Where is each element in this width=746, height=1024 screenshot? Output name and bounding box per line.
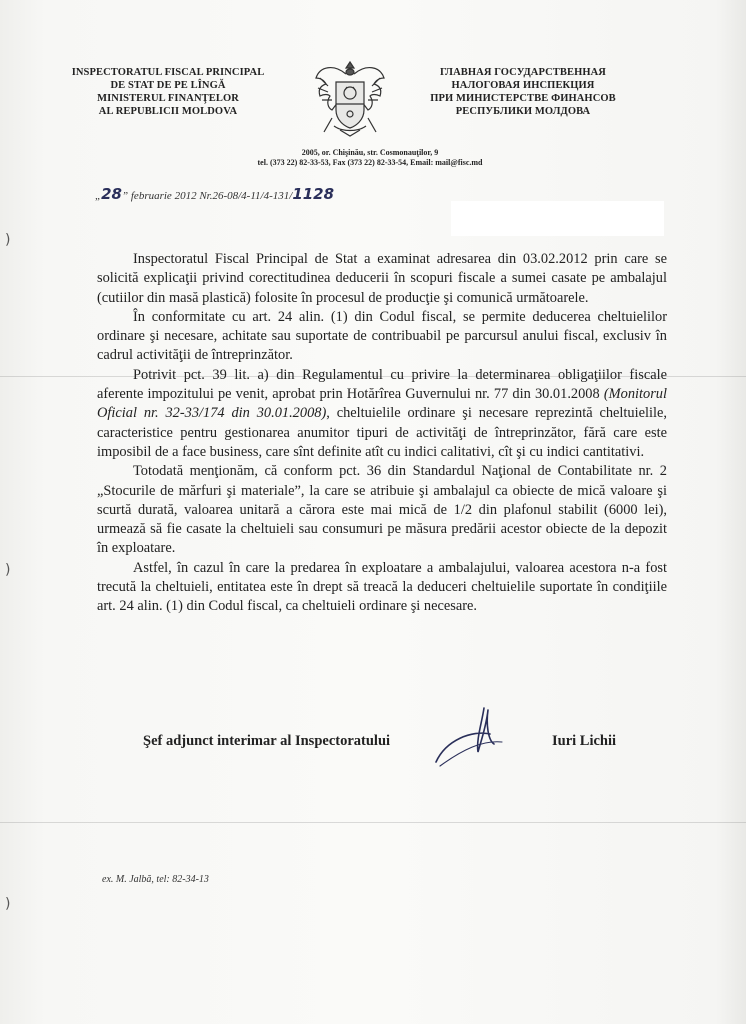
header-line: MINISTERUL FINANŢELOR	[97, 93, 239, 104]
coat-of-arms-icon	[314, 56, 386, 140]
reference-line: „28” februarie 2012 Nr.26-08/4-11/4-131/1128	[95, 185, 335, 203]
redacted-recipient	[451, 201, 664, 236]
paragraph: În conformitate cu art. 24 alin. (1) din Codul fiscal, se permite deducerea cheltuielilor ordinare şi necesare, achitate sau suportate de contribuabil pe parcursul anului fiscal, exclusiv în cadrul activităţii de întreprinzător.	[97, 308, 667, 364]
header-russian	[398, 66, 648, 118]
margin-mark: )	[5, 232, 11, 248]
paragraph: Inspectoratul Fiscal Principal de Stat a examinat adresarea din 03.02.2012 prin care se solicită explicaţii privind corectitudinea deducerii în scopuri fiscale a sumei casate pe ambalajul (cutiilor din masă plastică) folosite în procesul de producţie şi comunică următoarele.	[97, 251, 667, 306]
header-romanian	[48, 66, 288, 118]
header-line: НАЛОГОВАЯ ИНСПЕКЦИЯ	[451, 80, 595, 91]
address-line: 2005, or. Chişinău, str. Cosmonauţilor, 9	[301, 148, 439, 157]
letter-body	[97, 250, 667, 617]
paragraph-text: Potrivit pct. 39 lit. a) din Regulamentul cu privire la determinarea obligaţiilor fiscale aferente impozitului pe venit, aprobat prin Hotărîrea Guvernului nr. 77 din 30.01.2008	[97, 366, 667, 403]
paragraph-citation: (Monitorul Oficial nr. 32-33/174 din 30.01.2008)	[97, 386, 667, 422]
reference-number: 1128	[292, 185, 335, 203]
header-line: INSPECTORATUL FISCAL PRINCIPAL	[71, 67, 265, 78]
reference-text: februarie 2012 Nr.26-08/4-11/4-131/	[130, 190, 293, 202]
signatory-name: Iuri Lichii	[552, 733, 617, 749]
handwritten-signature	[432, 700, 532, 770]
contact-line: tel. (373 22) 82-33-53, Fax (373 22) 82-33-54, Email: mail@fisc.md	[257, 158, 483, 167]
paragraph: Astfel, în cazul în care la predarea în exploatare a ambalajului, valoarea acestora n-a fost trecută la cheltuieli, entitatea este în drept să treacă la deduceri cheltuielile suportate în condiţiile art. 24 alin. (1) din Codul fiscal, ca cheltuieli ordinare şi necesare.	[97, 559, 667, 615]
executor-line: ex. M. Jalbă, tel: 82-34-13	[102, 874, 209, 885]
header-line: ПРИ МИНИСТЕРСТВЕ ФИНАНСОВ	[430, 93, 616, 104]
paragraph: Totodată menţionăm, că conform pct. 36 din Standardul Naţional de Contabilitate nr. 2 „Stocurile de mărfuri şi materiale”, la care se atribuie şi ambalajul ca obiecte de mică valoare şi scurtă durată, valoarea unitară a cărora este mai mică de 1/2 din plafonul stabilit (6000 lei), urmează să fie casate la cheltuieli sau consumuri pe măsura predării acestor obiecte de la depozit în exploatare.	[97, 463, 667, 557]
signatory-title: Şef adjunct interimar al Inspectoratului	[143, 733, 391, 749]
header-line: DE STAT DE PE LÎNGĂ	[110, 80, 226, 91]
margin-mark: )	[5, 896, 11, 912]
paragraph-text: , cheltuielile ordinare şi necesare reprezintă cheltuielile, caracteristice pentru gestionarea anumitor tipuri de activităţi de întreprinzător, fără care este imposibil de a face business, care sînt definite atît cu indici calitativi, cît şi cu indici cantitativi.	[97, 405, 667, 460]
header-line: AL REPUBLICII MOLDOVA	[98, 106, 238, 117]
header-line: РЕСПУБЛИКИ МОЛДОВА	[455, 106, 591, 117]
paragraph	[97, 366, 667, 462]
reference-day: 28	[101, 185, 122, 203]
header-line: ГЛАВНАЯ ГОСУДАРСТВЕННАЯ	[439, 67, 606, 78]
address-block	[170, 148, 570, 168]
fold-line	[0, 822, 746, 823]
margin-mark: )	[5, 562, 11, 578]
